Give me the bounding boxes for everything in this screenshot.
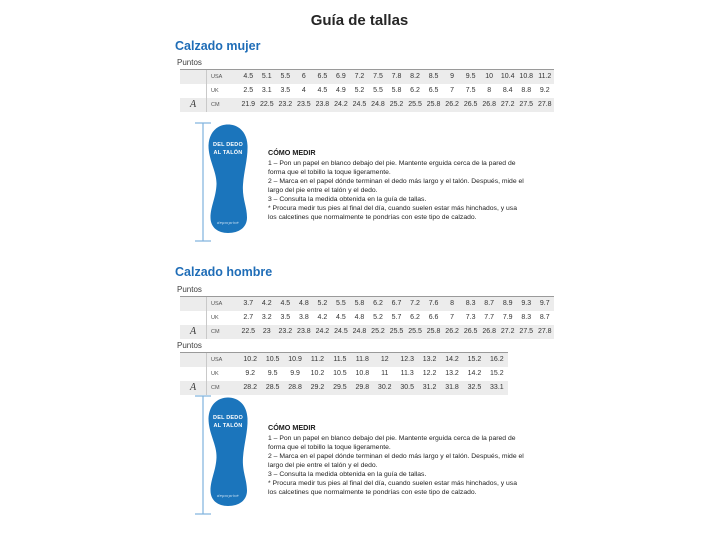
size-value-cell: 10.5: [265, 356, 280, 363]
table-row: [180, 98, 554, 112]
foot-measure-diagram-men: [189, 394, 269, 524]
size-value-cell: 8.3: [521, 314, 532, 321]
size-value-cell: 3.5: [280, 87, 291, 94]
size-value-cell: 6.9: [336, 73, 346, 80]
size-value-cell: 7: [450, 314, 455, 321]
size-value-cell: 10: [485, 73, 494, 80]
size-value-cell: 11.8: [355, 356, 369, 363]
size-value-cell: 26.8: [482, 101, 496, 108]
size-value-cell: 8.2: [410, 73, 420, 80]
size-value-cell: 5.8: [354, 300, 365, 307]
size-value-cell: 23.2: [278, 101, 293, 108]
table-row: [180, 325, 554, 339]
size-value-cell: 7.6: [428, 300, 439, 307]
row-system-label: UK: [211, 371, 219, 377]
size-value-cell: 5.1: [261, 73, 272, 80]
size-value-cell: 21.9: [241, 101, 256, 108]
size-value-cell: 4.9: [336, 87, 346, 94]
howto-block-men: [268, 423, 526, 497]
section-heading-women: Calzado mujer: [175, 39, 261, 53]
puntos-label-women: Puntos: [177, 58, 202, 67]
size-value-cell: 8: [450, 300, 455, 307]
size-value-cell: 3.8: [298, 314, 309, 321]
howto-step-1: 1 – Pon un papel en blanco debajo del pie. Mantente erguida cerca de la pared de forma que el tobillo la toque ligeramente.: [268, 160, 516, 177]
size-value-cell: 2.7: [243, 314, 254, 321]
row-corner-label: [180, 311, 207, 325]
size-value-cell: 9.5: [267, 370, 278, 377]
size-value-cell: 5.5: [373, 87, 383, 94]
row-system-label: UK: [211, 315, 219, 321]
footprint-graphic: [203, 124, 253, 234]
footprint-graphic: [203, 397, 253, 507]
size-value-cell: 28.2: [243, 384, 258, 391]
size-value-cell: 9.2: [539, 87, 550, 94]
size-value-cell: 16.2: [490, 356, 504, 363]
size-value-cell: 7.5: [373, 73, 383, 80]
size-value-cell: 5.2: [354, 87, 365, 94]
table-row: [180, 70, 554, 84]
size-value-cell: 22.5: [259, 101, 274, 108]
size-value-cell: 25.8: [426, 328, 441, 335]
size-value-cell: 10.8: [355, 370, 370, 377]
size-value-cell: 25.5: [408, 101, 422, 108]
size-value-cell: 8.9: [502, 300, 513, 307]
brand-logo: deporprivé: [217, 493, 239, 498]
row-system-label: CM: [211, 385, 220, 391]
size-value-cell: 4: [301, 87, 306, 94]
size-value-cell: 4.2: [317, 314, 328, 321]
size-value-cell: 5.5: [280, 73, 291, 80]
size-value-cell: 23.8: [297, 328, 311, 335]
row-corner-label: A: [180, 325, 207, 339]
size-value-cell: 7: [450, 87, 455, 94]
size-value-cell: 27.2: [500, 328, 515, 335]
size-value-cell: 9.3: [521, 300, 532, 307]
size-value-cell: 23.5: [297, 101, 311, 108]
size-value-cell: 24.2: [334, 101, 348, 108]
size-value-cell: 7.9: [502, 314, 513, 321]
size-value-cell: 8.3: [465, 300, 476, 307]
size-value-cell: 4.2: [261, 300, 272, 307]
men-size-table-2: [180, 352, 508, 395]
table-row: [180, 353, 508, 367]
size-value-cell: 4.8: [298, 300, 309, 307]
size-value-cell: 6.7: [391, 300, 402, 307]
brand-logo: deporprivé: [217, 220, 239, 225]
table-row: [180, 381, 508, 395]
puntos-label-men-1: Puntos: [177, 285, 202, 294]
size-value-cell: 14.2: [467, 370, 482, 377]
size-value-cell: 11.2: [538, 73, 552, 80]
size-value-cell: 5.2: [317, 300, 328, 307]
size-value-cell: 6.2: [373, 300, 383, 307]
size-value-cell: 6.5: [317, 73, 328, 80]
size-value-cell: 25.8: [426, 101, 441, 108]
size-value-cell: 27.5: [519, 328, 534, 335]
row-corner-label: [180, 84, 207, 98]
size-value-cell: 6: [301, 73, 306, 80]
size-value-cell: 27.8: [537, 101, 552, 108]
size-value-cell: 33.1: [490, 384, 504, 391]
table-row: [180, 311, 554, 325]
size-value-cell: 25.2: [389, 101, 404, 108]
size-value-cell: 12: [380, 356, 389, 363]
size-value-cell: 12.3: [400, 356, 414, 363]
size-value-cell: 9: [450, 73, 455, 80]
size-value-cell: 10.4: [500, 73, 515, 80]
size-value-cell: 8.5: [428, 73, 439, 80]
row-system-label: CM: [211, 329, 220, 335]
size-value-cell: 10.2: [243, 356, 258, 363]
size-value-cell: 7.5: [465, 87, 476, 94]
size-value-cell: 11.3: [400, 370, 414, 377]
size-value-cell: 23: [262, 328, 271, 335]
size-value-cell: 11.5: [333, 356, 347, 363]
size-value-cell: 30.2: [377, 384, 392, 391]
women-size-table: [180, 69, 554, 112]
foot-label-line1: DEL DEDO: [213, 415, 243, 421]
size-value-cell: 32.5: [467, 384, 482, 391]
table-row: [180, 367, 508, 381]
howto-step-1: 1 – Pon un papel en blanco debajo del pie. Mantente erguida cerca de la pared de forma que el tobillo la toque ligeramente.: [268, 435, 516, 452]
size-value-cell: 15.2: [490, 370, 504, 377]
size-value-cell: 24.2: [315, 328, 330, 335]
size-value-cell: 26.5: [463, 101, 478, 108]
size-value-cell: 23.2: [278, 328, 293, 335]
size-value-cell: 3.2: [261, 314, 272, 321]
row-corner-label: [180, 297, 207, 311]
row-system-label: USA: [211, 357, 223, 363]
howto-step-2: 2 – Marca en el papel dónde terminan el dedo más largo y el talón. Después, mide el largo del pie entre el talón y el dedo.: [268, 178, 524, 195]
size-value-cell: 9.7: [539, 300, 550, 307]
row-system-label: CM: [211, 102, 220, 108]
size-value-cell: 5.2: [373, 314, 383, 321]
howto-note: * Procura medir tus pies al final del día, cuando suelen estar más hinchados, y usa los calcetines que normalmente te pondrías con este tipo de calzado.: [268, 205, 517, 222]
howto-step-3: 3 – Consulta la medida obtenida en la guía de tallas.: [268, 196, 427, 204]
size-value-cell: 31.8: [445, 384, 459, 391]
row-system-label: USA: [211, 74, 223, 80]
size-value-cell: 10.5: [333, 370, 347, 377]
size-value-cell: 3.7: [243, 300, 254, 307]
size-value-cell: 8.4: [502, 87, 513, 94]
size-value-cell: 8.7: [539, 314, 550, 321]
row-corner-label: [180, 70, 207, 84]
size-value-cell: 6.2: [410, 87, 420, 94]
size-value-cell: 10.2: [310, 370, 325, 377]
size-value-cell: 22.5: [241, 328, 256, 335]
howto-block-women: [268, 148, 526, 222]
size-value-cell: 6.6: [428, 314, 439, 321]
size-value-cell: 7.7: [484, 314, 495, 321]
howto-title: CÓMO MEDIR: [268, 423, 316, 432]
size-value-cell: 15.2: [467, 356, 482, 363]
size-value-cell: 7.8: [391, 73, 402, 80]
size-value-cell: 10.8: [519, 73, 534, 80]
size-value-cell: 4.5: [243, 73, 254, 80]
foot-label-line2: AL TALÓN: [213, 423, 243, 430]
size-value-cell: 9.2: [245, 370, 256, 377]
size-value-cell: 26.2: [445, 328, 459, 335]
size-value-cell: 28.5: [265, 384, 280, 391]
row-corner-label: A: [180, 381, 207, 395]
size-value-cell: 5.5: [336, 300, 346, 307]
row-corner-label: [180, 367, 207, 381]
row-system-label: UK: [211, 88, 219, 94]
size-value-cell: 26.8: [482, 328, 496, 335]
foot-label: [203, 141, 253, 158]
size-value-cell: 4.5: [317, 87, 328, 94]
size-value-cell: 29.8: [355, 384, 370, 391]
size-value-cell: 25.5: [389, 328, 404, 335]
size-value-cell: 25.2: [371, 328, 385, 335]
howto-title: CÓMO MEDIR: [268, 148, 316, 157]
size-value-cell: 7.2: [354, 73, 365, 80]
howto-step-3: 3 – Consulta la medida obtenida en la guía de tallas.: [268, 471, 427, 479]
row-system-label: USA: [211, 301, 223, 307]
size-value-cell: 4.8: [354, 314, 365, 321]
size-value-cell: 27.5: [519, 101, 534, 108]
size-value-cell: 24.5: [334, 328, 348, 335]
howto-step-2: 2 – Marca en el papel dónde terminan el dedo más largo y el talón. Después, mide el largo del pie entre el talón y el dedo.: [268, 453, 524, 470]
size-value-cell: 3.5: [280, 314, 291, 321]
size-value-cell: 29.5: [333, 384, 347, 391]
size-value-cell: 5.8: [391, 87, 402, 94]
size-value-cell: 13.2: [422, 356, 437, 363]
size-value-cell: 11.2: [310, 356, 325, 363]
size-value-cell: 26.5: [463, 328, 478, 335]
foot-label: [203, 414, 253, 431]
size-value-cell: 28.8: [288, 384, 302, 391]
row-corner-label: A: [180, 98, 207, 112]
size-value-cell: 13.2: [445, 370, 459, 377]
size-value-cell: 14.2: [445, 356, 459, 363]
size-value-cell: 31.2: [422, 384, 437, 391]
table-row: [180, 297, 554, 311]
size-value-cell: 5.7: [391, 314, 402, 321]
size-value-cell: 9.5: [465, 73, 476, 80]
size-value-cell: 3.1: [261, 87, 272, 94]
foot-measure-diagram-women: [189, 121, 269, 251]
size-value-cell: 27.2: [500, 101, 515, 108]
size-value-cell: 10.9: [288, 356, 302, 363]
size-value-cell: 7.3: [465, 314, 476, 321]
size-value-cell: 27.8: [537, 328, 552, 335]
size-value-cell: 30.5: [400, 384, 414, 391]
size-value-cell: 6.5: [428, 87, 439, 94]
size-value-cell: 12.2: [422, 370, 437, 377]
size-value-cell: 24.8: [371, 101, 385, 108]
howto-note: * Procura medir tus pies al final del día, cuando suelen estar más hinchados, y usa los calcetines que normalmente te pondrías con este tipo de calzado.: [268, 480, 517, 497]
size-value-cell: 29.2: [310, 384, 325, 391]
size-value-cell: 24.8: [352, 328, 367, 335]
foot-label-line1: DEL DEDO: [213, 142, 243, 148]
section-heading-men: Calzado hombre: [175, 265, 273, 279]
men-size-table-1: [180, 296, 554, 339]
size-value-cell: 7.2: [410, 300, 420, 307]
size-value-cell: 2.5: [243, 87, 254, 94]
size-value-cell: 23.8: [315, 101, 330, 108]
size-value-cell: 11: [381, 370, 389, 377]
size-value-cell: 24.5: [352, 101, 367, 108]
foot-label-line2: AL TALÓN: [213, 150, 243, 157]
size-value-cell: 8.8: [521, 87, 532, 94]
size-value-cell: 9.9: [290, 370, 300, 377]
table-row: [180, 84, 554, 98]
size-value-cell: 8: [487, 87, 492, 94]
row-corner-label: [180, 353, 207, 367]
page-title: Guía de tallas: [310, 12, 409, 29]
size-value-cell: 25.5: [408, 328, 422, 335]
size-value-cell: 6.2: [410, 314, 420, 321]
size-value-cell: 8.7: [484, 300, 495, 307]
size-value-cell: 4.5: [280, 300, 291, 307]
size-value-cell: 26.2: [445, 101, 459, 108]
size-value-cell: 4.5: [336, 314, 346, 321]
puntos-label-men-2: Puntos: [177, 341, 202, 350]
